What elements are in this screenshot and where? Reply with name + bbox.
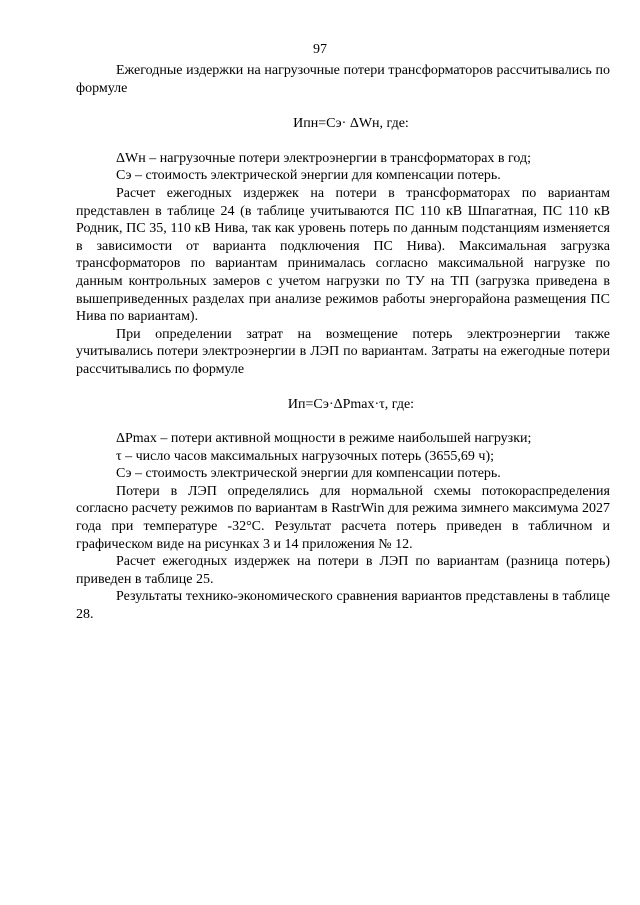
paragraph-results: Результаты технико-экономического сравнения вариантов представлены в таблице 28. [76,589,610,623]
paragraph-line-losses-intro: При определении затрат на возмещение потерь электроэнергии также учитывались потери электроэнергии в ЛЭП по вариантам. Затраты на ежегодные потери рассчитывались по формуле [76,326,610,377]
formula-line-losses: Ип=Сэ·ΔPmax·τ, где: [287,396,415,412]
paragraph-transformer-calculation: Расчет ежегодных издержек на потери в трансформаторах по вариантам представлен в таблице 24 (в таблице учитываются ПС 110 кВ Шпагатная, ПС 110 кВ Родник, ПС 35, 110 кВ Нива, так как уровень потерь по данным подстанциям изменяется в зависимости от варианта подключения ПС Нива). Максимальная загрузка трансформаторов по вариантам принималась согласно максимальной нагрузке по данным контрольных замеров с учетом нагрузки по ТУ на ТП (загрузка приведена в вышеприведенных разделах при анализе режимов работы энергорайона размещения ПС Нива по вариантам). [76,185,610,325]
definition-tau: τ – число часов максимальных нагрузочных потерь (3655,69 ч); [116,448,495,464]
body-text [76,62,610,624]
page-number: 97 [313,42,327,57]
definition-delta-w: ΔWн – нагрузочные потери электроэнергии в трансформаторах в год; [116,150,532,166]
definition-delta-pmax: ΔPmax – потери активной мощности в режиме наибольшей нагрузки; [116,431,532,447]
definition-energy-cost: Сэ – стоимость электрической энергии для компенсации потерь. [116,168,501,184]
paragraph-line-losses-determination: Потери в ЛЭП определялись для нормальной схемы потокораспределения согласно расчету режимов по вариантам в RastrWin для режима зимнего максимума 2027 года при температуре -32°С. Результат расчета потерь приведен в табличном и графическом виде на рисунках 3 и 14 приложения № 12. [76,483,610,552]
paragraph-line-losses-table: Расчет ежегодных издержек на потери в ЛЭП по вариантам (разница потерь) приведен в таблице 25. [76,554,610,587]
paragraph-intro-transformer-losses: Ежегодные издержки на нагрузочные потери трансформаторов рассчитывались по формуле [76,63,610,96]
definition-energy-cost-2: Сэ – стоимость электрической энергии для компенсации потерь. [116,466,501,482]
formula-transformer-losses: Ипн=Сэ· ΔWн, где: [293,116,409,132]
